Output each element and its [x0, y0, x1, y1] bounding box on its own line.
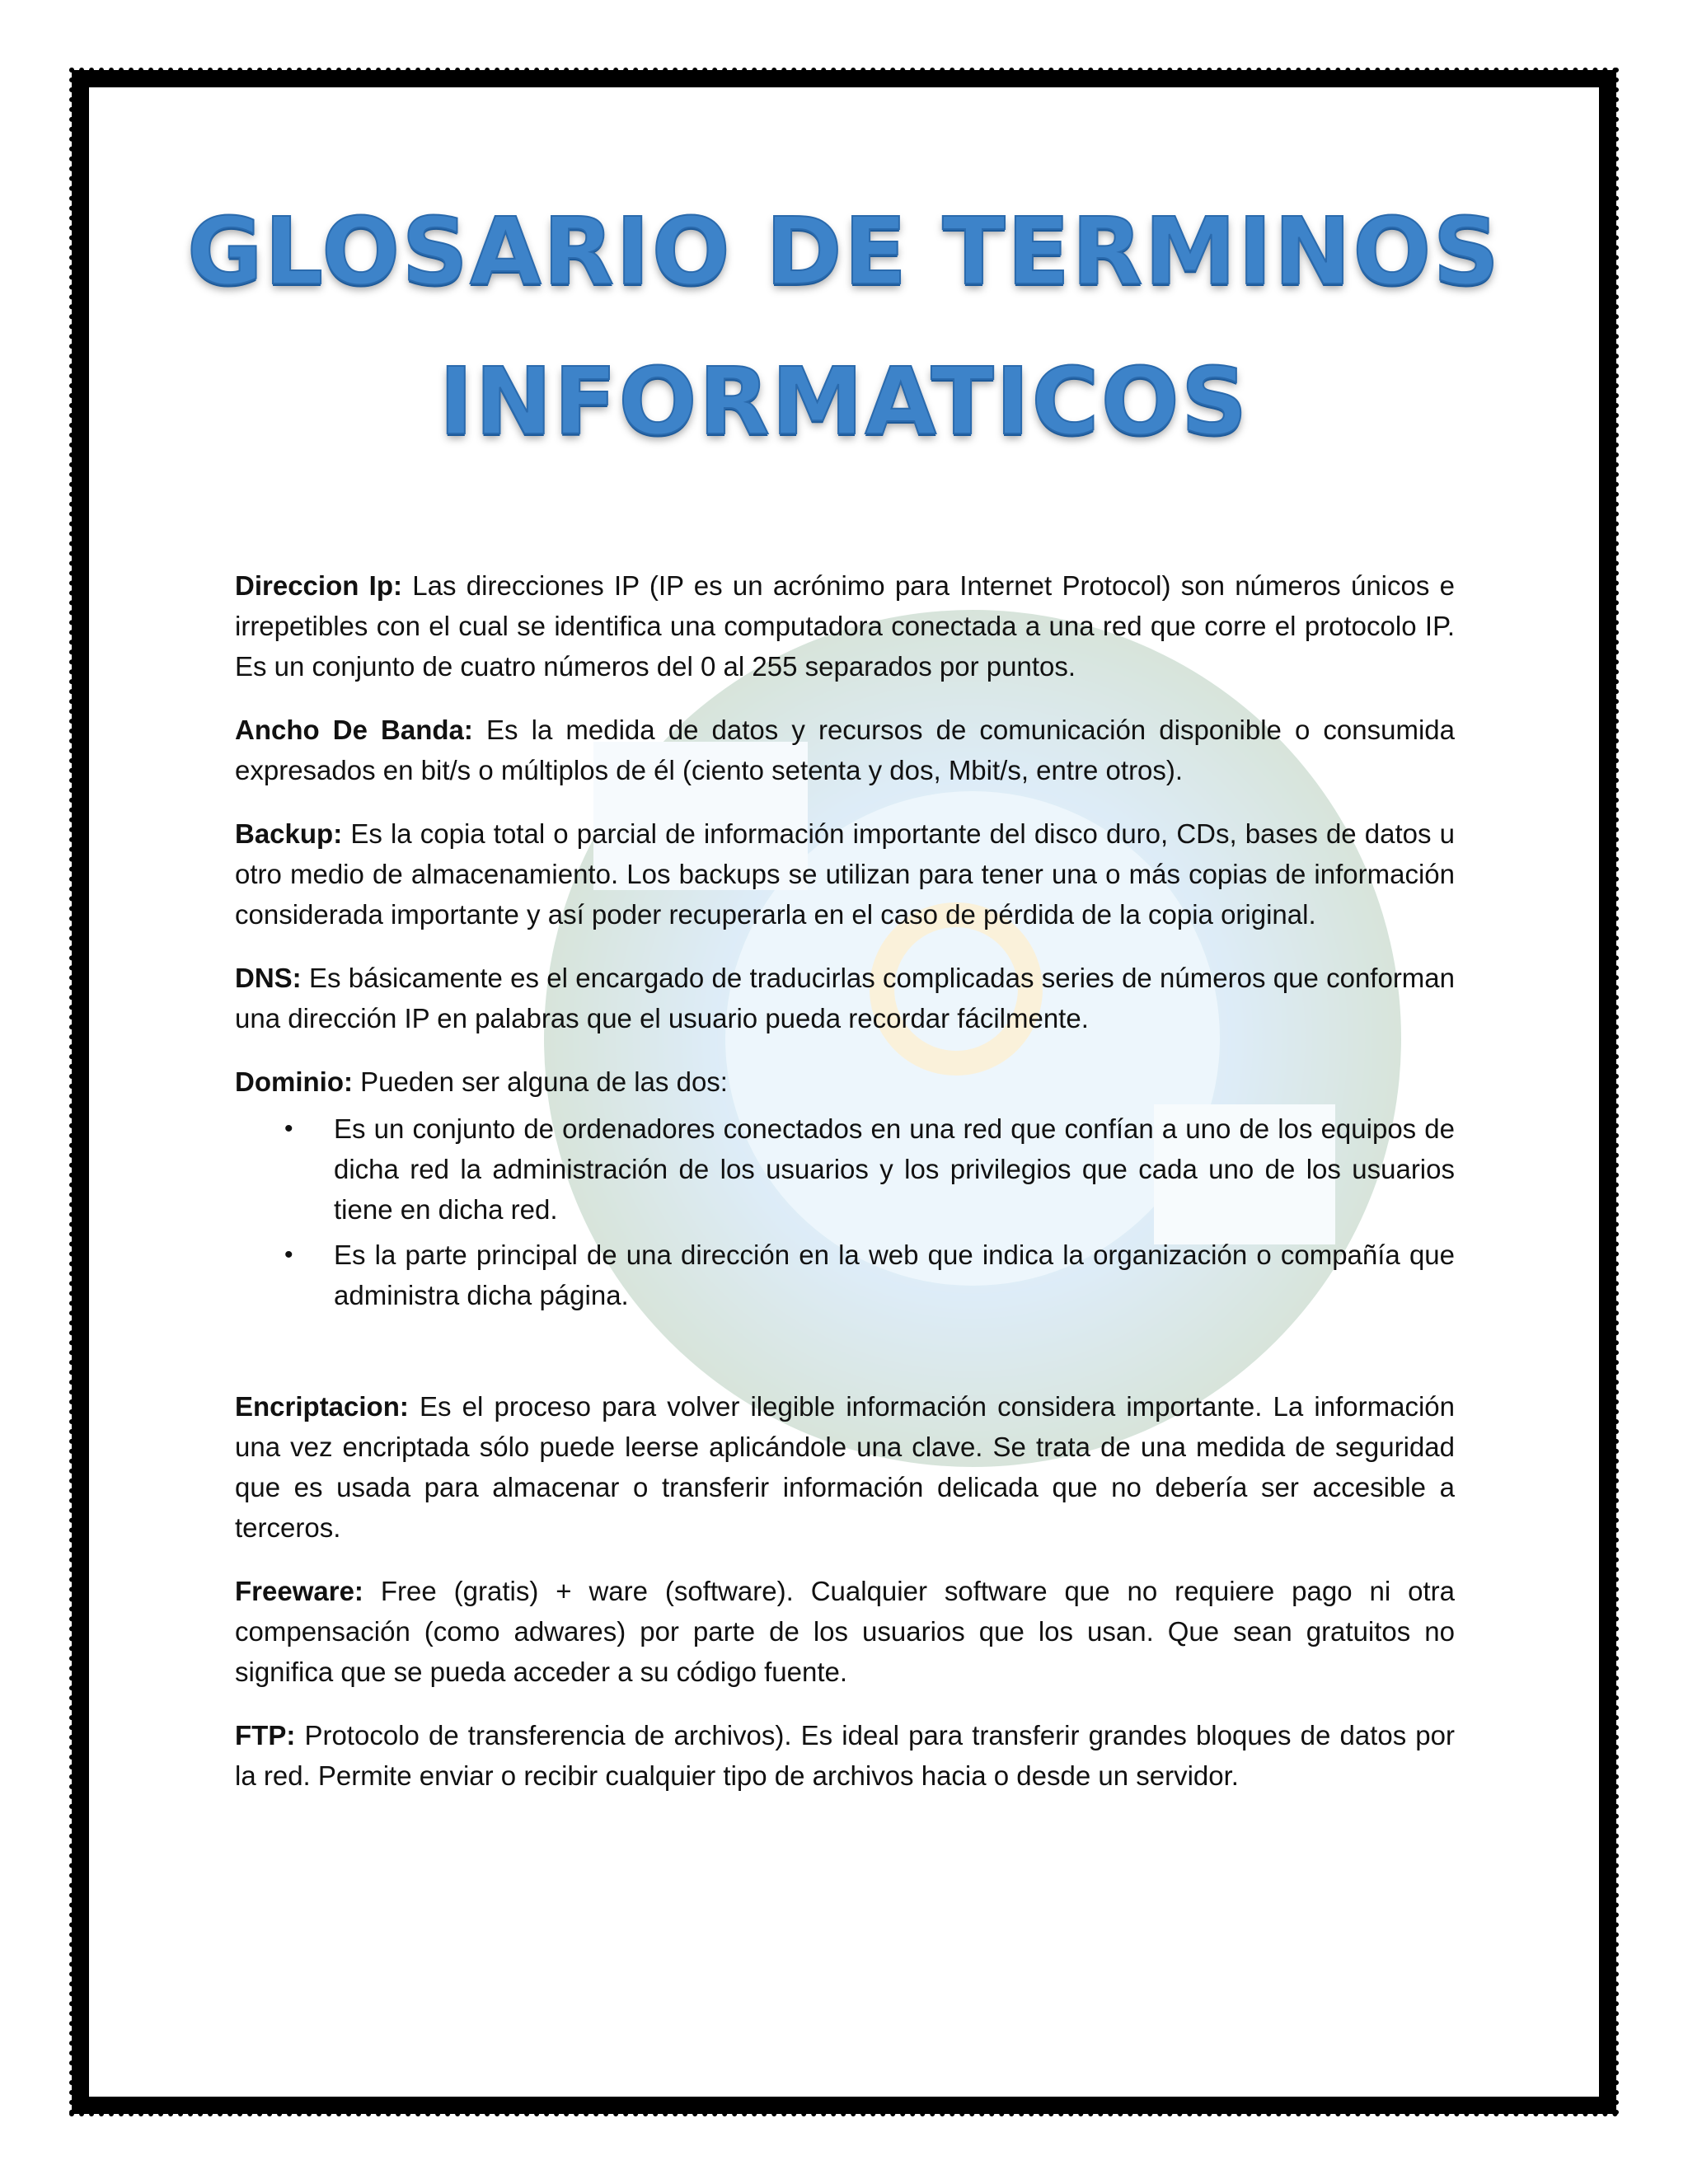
list-item	[235, 1108, 1455, 1230]
glossary-entry-dns	[235, 958, 1455, 1038]
bullet-icon: •	[284, 1115, 293, 1142]
glossary-entry-direccion-ip	[235, 565, 1455, 687]
list-item-text: Es un conjunto de ordenadores conectados en una red que confían a uno de los equipos de dicha red la administración de los usuarios y los privilegios que cada uno de los usuarios tiene en dicha red.	[334, 1113, 1455, 1225]
entry-definition: Es la medida de datos y recursos de comunicación disponible o consumida expresados en bit/s o múltiplos de él (ciento setenta y dos, Mbit/s, entre otros).	[235, 715, 1456, 785]
entry-term: Encriptacion:	[235, 1391, 409, 1422]
entry-definition: Es básicamente es el encargado de traducirlas complicadas series de números que conforman una dirección IP en palabras que el usuario pueda recordar fácilmente.	[235, 963, 1456, 1033]
entry-definition: Es el proceso para volver ilegible información considera importante. La información una vez encriptada sólo puede leerse aplicándole una clave. Se trata de una medida de seguridad que es usada para almacenar o transferir información delicada que no debería ser accesible a terceros.	[235, 1391, 1455, 1543]
entry-definition: Free (gratis) + ware (software). Cualquier software que no requiere pago ni otra compensación (como adwares) por parte de los usuarios que los usan. Que sean gratuitos no significa que se pueda acceder a su código fuente.	[235, 1576, 1455, 1687]
glossary-entry-encriptacion	[235, 1386, 1455, 1548]
dominio-bullet-list	[235, 1108, 1455, 1315]
bullet-icon: •	[284, 1241, 293, 1268]
entry-term: FTP:	[235, 1720, 296, 1750]
entry-term: Backup:	[235, 818, 343, 849]
entry-term: DNS:	[235, 963, 302, 993]
entry-term: Direccion Ip:	[235, 570, 402, 601]
list-item	[235, 1235, 1455, 1315]
glossary-entry-backup	[235, 813, 1455, 935]
entry-term: Freeware:	[235, 1576, 363, 1606]
glossary-entry-freeware	[235, 1571, 1455, 1692]
entry-term: Ancho De Banda:	[235, 715, 473, 745]
entry-definition: Es la copia total o parcial de información importante del disco duro, CDs, bases de datos u otro medio de almacenamiento. Los backups se utilizan para tener una o más copias de información considerada importante y así poder recuperarla en el caso de pérdida de la copia original.	[235, 818, 1455, 930]
entry-definition: Pueden ser alguna de las dos:	[360, 1066, 728, 1097]
glossary-entry-ancho-de-banda	[235, 710, 1455, 790]
entry-definition: Protocolo de transferencia de archivos). Es ideal para transferir grandes bloques de datos por la red. Permite enviar o recibir cualquier tipo de archivos hacia o desde un servidor.	[235, 1720, 1456, 1791]
glossary-content	[235, 565, 1455, 1819]
glossary-entry-dominio	[235, 1062, 1455, 1315]
list-item-text: Es la parte principal de una dirección en la web que indica la organización o compañía que administra dicha página.	[334, 1240, 1455, 1310]
glossary-entry-ftp	[235, 1715, 1455, 1796]
title-line-2: INFORMATICOS	[438, 349, 1250, 456]
entry-definition: Las direcciones IP (IP es un acrónimo para Internet Protocol) son números únicos e irrepetibles con el cual se identifica una computadora conectada a una red que corre el protocolo IP. Es un conjunto de cuatro números del 0 al 255 separados por puntos.	[235, 570, 1456, 682]
entry-term: Dominio:	[235, 1066, 353, 1097]
title-line-1: GLOSARIO DE TERMINOS	[186, 199, 1502, 306]
page-title	[99, 177, 1589, 477]
